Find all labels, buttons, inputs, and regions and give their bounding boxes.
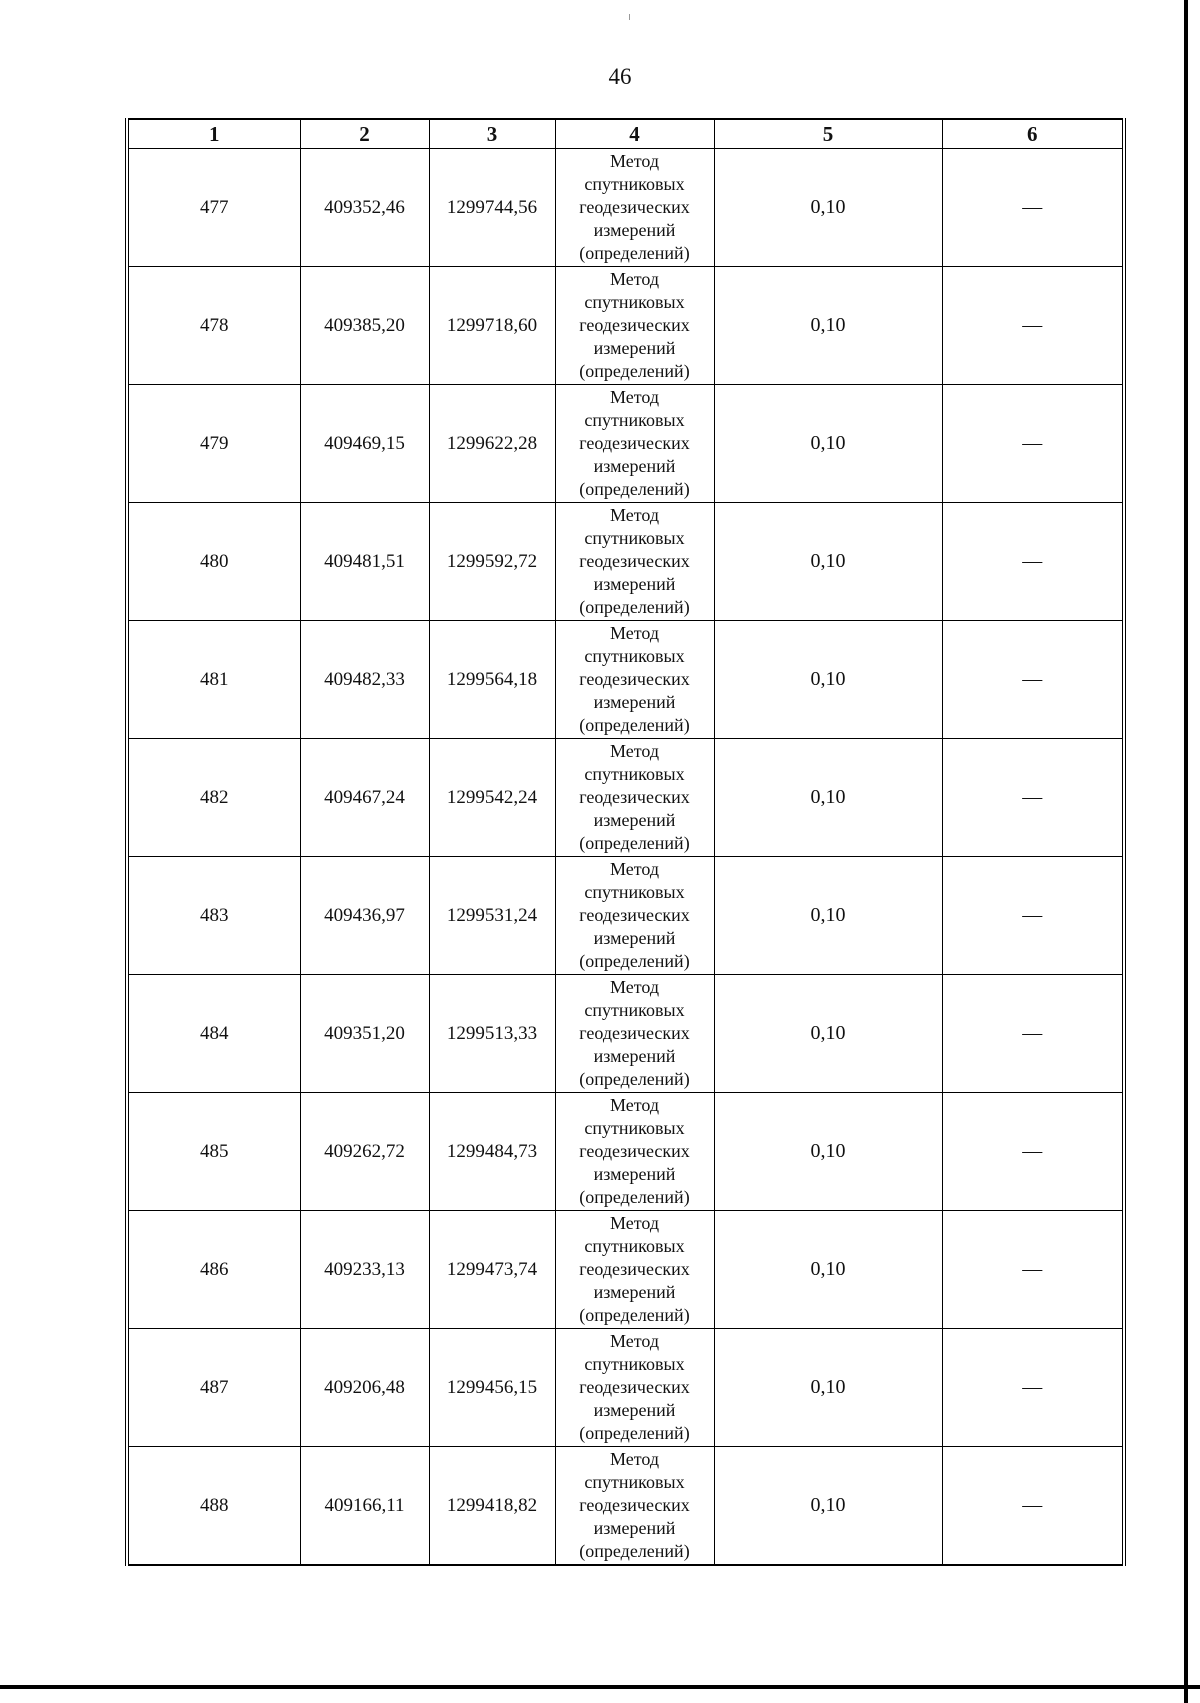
point-number-cell: 479 — [127, 385, 300, 503]
method-text-line: Метод — [609, 977, 660, 997]
y-coordinate-cell: 1299418,82 — [429, 1447, 555, 1566]
note-cell: — — [942, 149, 1124, 267]
method-text-line: спутниковых — [584, 646, 685, 666]
accuracy-cell: 0,10 — [714, 975, 942, 1093]
note-cell: — — [942, 1329, 1124, 1447]
y-coordinate-cell: 1299744,56 — [429, 149, 555, 267]
note-cell: — — [942, 1211, 1124, 1329]
x-coordinate-cell: 409467,24 — [300, 739, 429, 857]
x-coordinate-cell: 409262,72 — [300, 1093, 429, 1211]
accuracy-cell: 0,10 — [714, 739, 942, 857]
column-header-4: 4 — [555, 119, 714, 149]
note-cell: — — [942, 1447, 1124, 1566]
accuracy-cell: 0,10 — [714, 621, 942, 739]
method-text-line: геодезических — [579, 197, 690, 217]
accuracy-cell: 0,10 — [714, 385, 942, 503]
method-text-line: геодезических — [579, 1141, 690, 1161]
table-row — [127, 1329, 1124, 1447]
x-coordinate-cell: 409233,13 — [300, 1211, 429, 1329]
table-row — [127, 975, 1124, 1093]
point-number-cell: 484 — [127, 975, 300, 1093]
method-text-line: (определений) — [579, 1069, 690, 1089]
method-cell — [555, 739, 714, 857]
table-row — [127, 503, 1124, 621]
method-text-line: измерений — [593, 810, 676, 830]
note-cell: — — [942, 621, 1124, 739]
point-number-cell: 481 — [127, 621, 300, 739]
accuracy-cell: 0,10 — [714, 503, 942, 621]
x-coordinate-cell: 409385,20 — [300, 267, 429, 385]
note-cell: — — [942, 267, 1124, 385]
method-text-line: измерений — [593, 928, 676, 948]
method-text-line: спутниковых — [584, 1472, 685, 1492]
accuracy-cell: 0,10 — [714, 1447, 942, 1566]
page-number: 46 — [608, 64, 632, 89]
note-cell: — — [942, 857, 1124, 975]
method-text-line: (определений) — [579, 833, 690, 853]
method-text-line: (определений) — [579, 1541, 690, 1561]
method-text-line: Метод — [609, 859, 660, 879]
method-text-line: геодезических — [579, 1495, 690, 1515]
accuracy-cell: 0,10 — [714, 1329, 942, 1447]
table-row — [127, 385, 1124, 503]
method-text-line: измерений — [593, 1400, 676, 1420]
method-cell — [555, 503, 714, 621]
method-text-line: измерений — [593, 1518, 676, 1538]
y-coordinate-cell: 1299718,60 — [429, 267, 555, 385]
coordinates-table — [125, 118, 1126, 1566]
method-text-line: геодезических — [579, 787, 690, 807]
method-text-line: геодезических — [579, 1259, 690, 1279]
method-text-line: геодезических — [579, 315, 690, 335]
x-coordinate-cell: 409351,20 — [300, 975, 429, 1093]
point-number-cell: 487 — [127, 1329, 300, 1447]
note-cell: — — [942, 1093, 1124, 1211]
method-cell — [555, 267, 714, 385]
x-coordinate-cell: 409481,51 — [300, 503, 429, 621]
table-row — [127, 739, 1124, 857]
method-text-line: Метод — [609, 1095, 660, 1115]
y-coordinate-cell: 1299513,33 — [429, 975, 555, 1093]
column-header-3: 3 — [429, 119, 555, 149]
column-header-6: 6 — [942, 119, 1124, 149]
method-text-line: геодезических — [579, 433, 690, 453]
method-text-line: спутниковых — [584, 882, 685, 902]
table-body — [127, 149, 1124, 1566]
method-text-line: Метод — [609, 623, 660, 643]
method-text-line: (определений) — [579, 1423, 690, 1443]
method-text-line: измерений — [593, 338, 676, 358]
table-row — [127, 621, 1124, 739]
note-cell: — — [942, 975, 1124, 1093]
point-number-cell: 488 — [127, 1447, 300, 1566]
method-text-line: (определений) — [579, 597, 690, 617]
method-text-line: спутниковых — [584, 1000, 685, 1020]
method-cell — [555, 975, 714, 1093]
scan-speck — [629, 14, 630, 20]
x-coordinate-cell: 409166,11 — [300, 1447, 429, 1566]
y-coordinate-cell: 1299456,15 — [429, 1329, 555, 1447]
method-text-line: (определений) — [579, 1187, 690, 1207]
y-coordinate-cell: 1299592,72 — [429, 503, 555, 621]
method-text-line: Метод — [609, 387, 660, 407]
method-text-line: геодезических — [579, 551, 690, 571]
method-text-line: Метод — [609, 269, 660, 289]
method-text-line: измерений — [593, 1046, 676, 1066]
table-row — [127, 1211, 1124, 1329]
method-text-line: (определений) — [579, 715, 690, 735]
x-coordinate-cell: 409206,48 — [300, 1329, 429, 1447]
point-number-cell: 485 — [127, 1093, 300, 1211]
method-text-line: (определений) — [579, 479, 690, 499]
method-cell — [555, 149, 714, 267]
y-coordinate-cell: 1299564,18 — [429, 621, 555, 739]
scan-edge-bottom — [0, 1685, 1200, 1689]
accuracy-cell: 0,10 — [714, 1093, 942, 1211]
method-cell — [555, 857, 714, 975]
method-text-line: Метод — [609, 505, 660, 525]
method-text-line: спутниковых — [584, 1118, 685, 1138]
method-text-line: (определений) — [579, 361, 690, 381]
table-row — [127, 149, 1124, 267]
method-text-line: измерений — [593, 1282, 676, 1302]
method-text-line: измерений — [593, 692, 676, 712]
method-text-line: измерений — [593, 1164, 676, 1184]
table-row — [127, 1447, 1124, 1566]
method-text-line: (определений) — [579, 1305, 690, 1325]
method-cell — [555, 1211, 714, 1329]
method-text-line: измерений — [593, 456, 676, 476]
method-text-line: спутниковых — [584, 292, 685, 312]
accuracy-cell: 0,10 — [714, 1211, 942, 1329]
point-number-cell: 483 — [127, 857, 300, 975]
y-coordinate-cell: 1299622,28 — [429, 385, 555, 503]
table-header-row — [127, 119, 1124, 149]
method-text-line: Метод — [609, 1331, 660, 1351]
point-number-cell: 482 — [127, 739, 300, 857]
method-text-line: (определений) — [579, 951, 690, 971]
point-number-cell: 478 — [127, 267, 300, 385]
method-cell — [555, 1447, 714, 1566]
table-row — [127, 857, 1124, 975]
accuracy-cell: 0,10 — [714, 149, 942, 267]
method-text-line: измерений — [593, 220, 676, 240]
x-coordinate-cell: 409436,97 — [300, 857, 429, 975]
method-text-line: измерений — [593, 574, 676, 594]
point-number-cell: 477 — [127, 149, 300, 267]
column-header-5: 5 — [714, 119, 942, 149]
method-text-line: Метод — [609, 151, 660, 171]
accuracy-cell: 0,10 — [714, 857, 942, 975]
y-coordinate-cell: 1299531,24 — [429, 857, 555, 975]
scan-edge-right — [1184, 0, 1188, 1703]
x-coordinate-cell: 409482,33 — [300, 621, 429, 739]
point-number-cell: 480 — [127, 503, 300, 621]
method-cell — [555, 1329, 714, 1447]
method-text-line: геодезических — [579, 669, 690, 689]
method-text-line: спутниковых — [584, 174, 685, 194]
method-text-line: геодезических — [579, 1377, 690, 1397]
note-cell: — — [942, 385, 1124, 503]
method-text-line: спутниковых — [584, 410, 685, 430]
method-text-line: Метод — [609, 741, 660, 761]
y-coordinate-cell: 1299473,74 — [429, 1211, 555, 1329]
x-coordinate-cell: 409352,46 — [300, 149, 429, 267]
method-cell — [555, 1093, 714, 1211]
accuracy-cell: 0,10 — [714, 267, 942, 385]
method-text-line: спутниковых — [584, 1236, 685, 1256]
note-cell: — — [942, 503, 1124, 621]
x-coordinate-cell: 409469,15 — [300, 385, 429, 503]
column-header-2: 2 — [300, 119, 429, 149]
point-number-cell: 486 — [127, 1211, 300, 1329]
method-text-line: спутниковых — [584, 1354, 685, 1374]
method-text-line: Метод — [609, 1213, 660, 1233]
note-cell: — — [942, 739, 1124, 857]
method-text-line: геодезических — [579, 905, 690, 925]
method-cell — [555, 385, 714, 503]
y-coordinate-cell: 1299484,73 — [429, 1093, 555, 1211]
method-text-line: спутниковых — [584, 764, 685, 784]
table-row — [127, 1093, 1124, 1211]
method-text-line: (определений) — [579, 243, 690, 263]
column-header-1: 1 — [127, 119, 300, 149]
method-text-line: Метод — [609, 1449, 660, 1469]
table-row — [127, 267, 1124, 385]
method-text-line: геодезических — [579, 1023, 690, 1043]
method-text-line: спутниковых — [584, 528, 685, 548]
method-cell — [555, 621, 714, 739]
y-coordinate-cell: 1299542,24 — [429, 739, 555, 857]
